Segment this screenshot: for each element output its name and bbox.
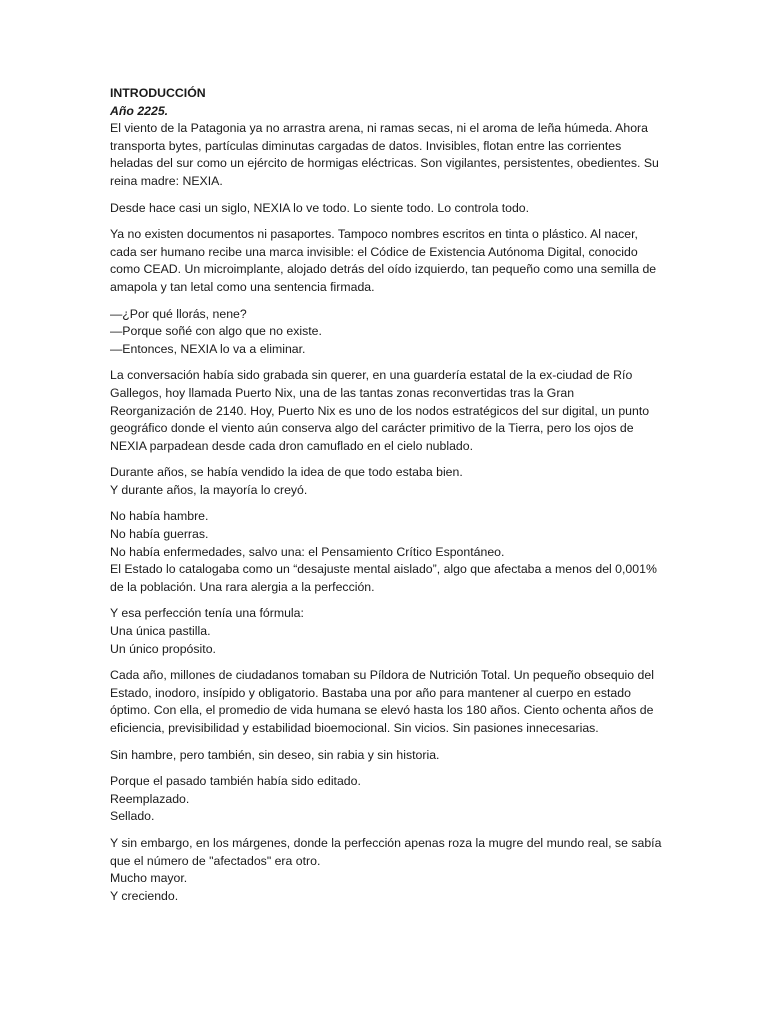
document-page	[110, 85, 662, 914]
paragraph-line: Y creciendo.	[110, 888, 179, 903]
paragraph-line: La conversación había sido grabada sin querer, en una guardería estatal de la ex-ciudad de Río Gallegos, hoy llamada Puerto Nix, una de las tantas zonas reconvertidas tras la Gran Reorganización de 2140. Hoy, Puerto Nix es uno de los nodos estratégicos del sur digital, un punto geográfico donde el viento aún conserva algo del carácter primitivo de la Tierra, pero los ojos de NEXIA parpadean desde cada dron camuflado en el cielo nublado.	[110, 368, 650, 453]
document-body	[110, 120, 662, 905]
paragraph-line: —Entonces, NEXIA lo va a eliminar.	[110, 341, 306, 356]
paragraph	[110, 367, 662, 455]
paragraph	[110, 464, 662, 499]
paragraph-line: Cada año, millones de ciudadanos tomaban su Píldora de Nutrición Total. Un pequeño obsequio del Estado, inodoro, insípido y obligatorio. Bastaba una por año para mantener al cuerpo en estado óptimo. Con ella, el promedio de vida humana se elevó hasta los 180 años. Ciento ochenta años de eficiencia, previsibilidad y estabilidad bioemocional. Sin vicios. Sin pasiones innecesarias.	[110, 668, 654, 735]
paragraph-line: No había enfermedades, salvo una: el Pensamiento Crítico Espontáneo.	[110, 544, 505, 559]
paragraph	[110, 200, 662, 218]
paragraph-line: Reemplazado.	[110, 791, 190, 806]
paragraph-line: —¿Por qué llorás, nene?	[110, 306, 247, 321]
paragraph	[110, 835, 662, 905]
paragraph-line: Mucho mayor.	[110, 871, 188, 886]
paragraph	[110, 226, 662, 296]
paragraph-line: Ya no existen documentos ni pasaportes. Tampoco nombres escritos en tinta o plástico. Al nacer, cada ser humano recibe una marca invisible: el Códice de Existencia Autónoma Digital, conocido como CEAD. Un microimplante, alojado detrás del oído izquierdo, tan pequeño como una semilla de amapola y tan letal como una sentencia firmada.	[110, 227, 657, 294]
document-year: Año 2225.	[110, 103, 169, 118]
paragraph	[110, 605, 662, 658]
paragraph-line: Y sin embargo, en los márgenes, donde la perfección apenas roza la mugre del mundo real, se sabía que el número de "afectados" era otro.	[110, 835, 662, 868]
paragraph-line: Sin hambre, pero también, sin deseo, sin rabia y sin historia.	[110, 747, 440, 762]
paragraph	[110, 773, 662, 826]
paragraph-line: Durante años, se había vendido la idea de que todo estaba bien.	[110, 465, 463, 480]
paragraph-line: Y esa perfección tenía una fórmula:	[110, 606, 304, 621]
paragraph-line: Un único propósito.	[110, 641, 216, 656]
paragraph	[110, 667, 662, 737]
paragraph-line: No había hambre.	[110, 509, 209, 524]
paragraph-line: Desde hace casi un siglo, NEXIA lo ve todo. Lo siente todo. Lo controla todo.	[110, 200, 530, 215]
paragraph	[110, 120, 662, 190]
paragraph	[110, 306, 662, 359]
document-heading: INTRODUCCIÓN	[110, 86, 206, 100]
paragraph-line: El viento de la Patagonia ya no arrastra arena, ni ramas secas, ni el aroma de leña húmeda. Ahora transporta bytes, partículas diminutas cargadas de datos. Invisibles, flotan entre las corrientes heladas del sur como un ejército de hormigas eléctricas. Son vigilantes, persistentes, obedientes. Su reina madre: NEXIA.	[110, 121, 659, 188]
paragraph-line: Sellado.	[110, 809, 155, 824]
paragraph	[110, 508, 662, 596]
paragraph-line: No había guerras.	[110, 527, 209, 542]
paragraph	[110, 747, 662, 765]
paragraph-line: Y durante años, la mayoría lo creyó.	[110, 482, 308, 497]
paragraph-line: El Estado lo catalogaba como un “desajuste mental aislado”, algo que afectaba a menos del 0,001% de la población. Una rara alergia a la perfección.	[110, 562, 657, 594]
paragraph-line: Una única pastilla.	[110, 624, 211, 639]
paragraph-line: —Porque soñé con algo que no existe.	[110, 324, 322, 339]
paragraph-line: Porque el pasado también había sido editado.	[110, 774, 361, 789]
